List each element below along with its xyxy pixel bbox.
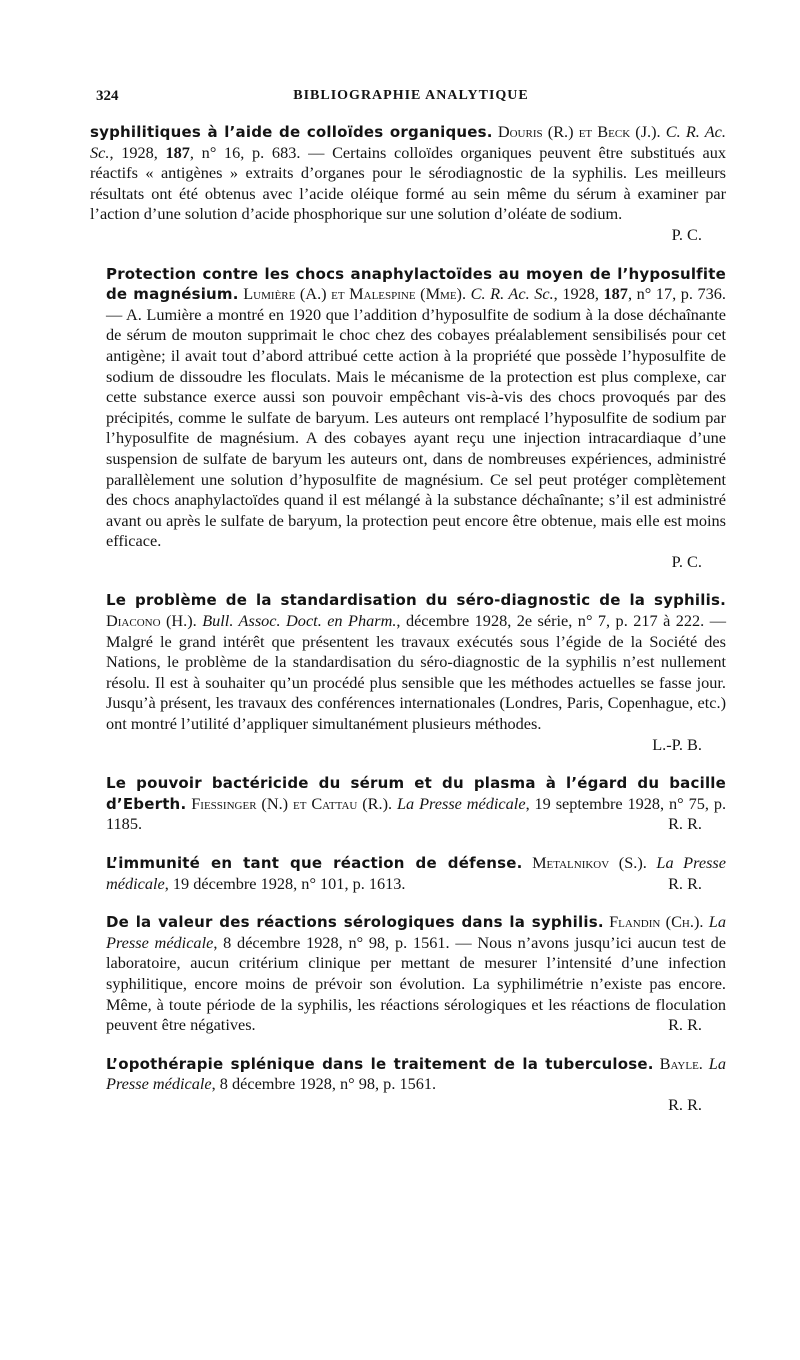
entry-abstract: — Nous n’avons jusqu’ici aucun test de laboratoire, aucun critérium clinique per mettant de mesurer l’intensité d’une infection syphilitique, encore moins de prévoir son évolution. La syphilimétrie n’existe pas encore. Même, à toute période de la syphilis, les réactions sérologiques et les réactions de floculation peuvent être négatives. [106, 932, 726, 1035]
entry-citation: , décembre 1928, 2e série, n° 7, p. 217 à 222. [396, 611, 705, 631]
entry-authors: Fiessinger (N.) et Cattau (R.). [191, 793, 393, 813]
bibliography-entry [90, 122, 726, 246]
entry-source: La Presse médicale [397, 793, 526, 813]
entry-citation: , 19 décembre 1928, n° 101, p. 1613. [164, 873, 406, 893]
entry-title: De la valeur des réactions sérologiques dans la syphilis. [106, 913, 604, 932]
entry-citation: , 1928, [109, 142, 166, 162]
entry-authors: Metalnikov (S.). [532, 853, 647, 872]
entry-citation: , 8 décembre 1928, n° 98, p. 1561. [213, 932, 450, 952]
entry-initials: R. R. [668, 1015, 702, 1035]
entry-title: Protection contre les chocs anaphylactoïdes au moyen de l’hyposulfite de magnésium. [106, 264, 726, 304]
bibliography-entry [90, 264, 726, 573]
page-header [96, 88, 726, 110]
entry-initials: P. C. [671, 224, 702, 244]
page-number: 324 [96, 88, 119, 104]
entry-initials: P. C. [671, 551, 702, 571]
entry-source: La Presse médicale [106, 912, 726, 952]
entry-initials: R. R. [668, 873, 702, 893]
entry-citation: , 19 septembre 1928, n° 75, p. 1185. [106, 793, 727, 834]
bibliography-entry [90, 853, 726, 894]
entry-initials: R. R. [668, 814, 702, 834]
bibliography-entry [90, 912, 726, 1036]
entry-title: Le problème de la standardisation du séro-diagnostic de la syphilis. [106, 591, 726, 610]
entry-authors: Bayle. [659, 1053, 703, 1073]
entry-abstract: — A. Lumière a montré en 1920 que l’addition d’hyposulfite de sodium à la dose déchaînante de sérum de mouton supprimait le choc chez des cobayes préalablement sensibilisés pour cet antigène; il avait tout d’abord attribué cette action à la propriété que possède l’hyposulfite de sodium de dissoudre les floculats. Mais le mécanisme de la protection est plus complexe, car cette substance exerce aussi son pouvoir empêchant vis-à-vis des chocs provoqués par des précipités, comme le sulfate de baryum. Les auteurs ont remplacé l’hyposulfite de sodium par l’hyposulfite de magnésium. A des cobayes ayant reçu une injection intracardiaque d’une suspension de sulfate de baryum les auteurs ont, dans de nombreuses expériences, administré parallèlement une solution d’hyposulfite de magnésium. Ce sel peut protéger complètement des chocs anaphylactoïdes quand il est mélangé à la substance déchaînante; s’il est administré avant ou après le sulfate de baryum, la protection peut encore être obtenue, mais elle est moins efficace. [106, 304, 726, 551]
entry-abstract: — Malgré le grand intérêt que présentent les travaux exécutés sous l’égide de la Société des Nations, le problème de la standardisation du séro-diagnostic de la syphilis n’est nullement résolu. Il est à souhaiter qu’un procédé plus sensible que les méthodes actuelles se fasse jour. Jusqu’à présent, les travaux des conférences internationales (Londres, Paris, Copenhague, etc.) ont montré l’utilité d’appliquer simultanément plusieurs méthodes. [106, 611, 726, 734]
entry-source: La Presse médicale [106, 1053, 726, 1094]
entry-authors: Flandin (Ch.). [609, 912, 704, 932]
entry-citation-end: , n° 17, p. 736. [627, 284, 726, 304]
entry-citation: , 8 décembre 1928, n° 98, p. 1561. [211, 1074, 437, 1094]
entry-volume: 187 [165, 142, 190, 162]
entry-title: syphilitiques à l’aide de colloïdes organiques. [90, 123, 493, 141]
entry-initials: R. R. [668, 1094, 702, 1114]
entry-citation-end: , n° 16, p. 683. [189, 142, 301, 162]
entry-citation: , 1928, [553, 284, 604, 304]
bibliography-entry [90, 590, 726, 755]
bibliography-body [90, 122, 726, 1116]
running-title: BIBLIOGRAPHIE ANALYTIQUE [293, 88, 529, 103]
entry-volume: 187 [603, 284, 628, 304]
entry-initials: L.-P. B. [652, 734, 702, 754]
bibliography-entry [90, 773, 726, 835]
bibliography-entry [90, 1054, 726, 1116]
entry-source: C. R. Ac. Sc. [90, 122, 726, 162]
entry-source: La Presse médicale [106, 853, 726, 893]
entry-authors: Diacono (H.). [106, 611, 197, 631]
entry-abstract: — Certains colloïdes organiques peuvent être substitués aux réactifs « antigènes » extraits d’organes pour le sérodiagnostic de la syphilis. Les meilleurs résultats ont été obtenus avec l’acide oléique formé au sein même du sérum à examiner par l’action d’une solution d’acide phosphorique sur une solution d’oléate de sodium. [90, 142, 726, 224]
entry-source: Bull. Assoc. Doct. en Pharm. [202, 611, 397, 631]
entry-title: Le pouvoir bactéricide du sérum et du plasma à l’égard du bacille d’Eberth. [106, 774, 726, 813]
entry-title: L’opothérapie splénique dans le traitement de la tuberculose. [106, 1054, 654, 1073]
entry-authors: Douris (R.) et Beck (J.). [497, 122, 661, 141]
entry-source: C. R. Ac. Sc. [470, 284, 554, 304]
entry-title: L’immunité en tant que réaction de défense. [106, 854, 523, 872]
entry-authors: Lumière (A.) et Malespine (Mme). [243, 284, 467, 304]
